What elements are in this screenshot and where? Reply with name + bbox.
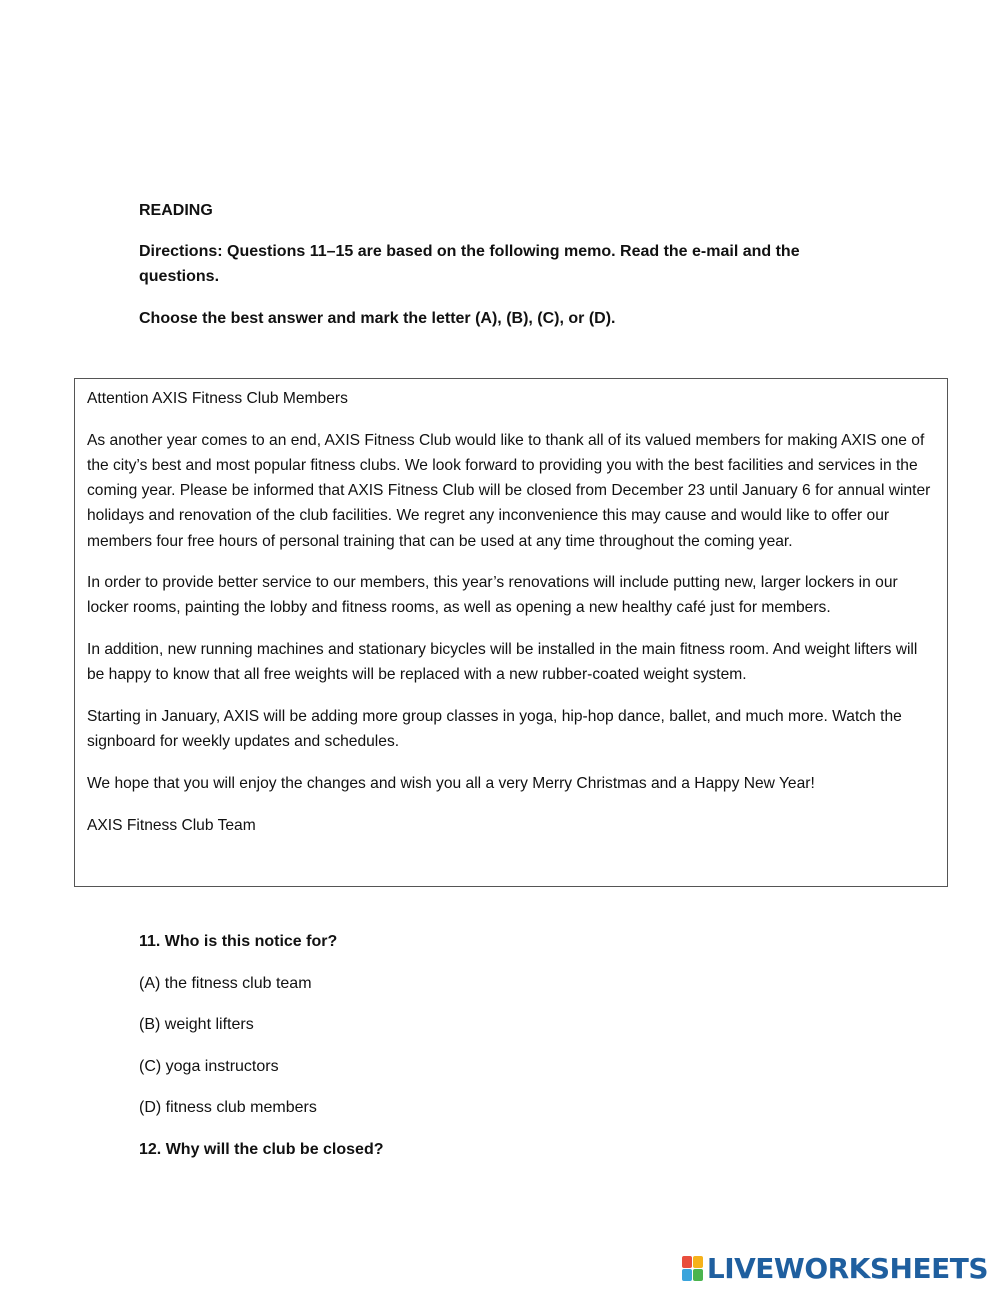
memo-paragraph: We hope that you will enjoy the changes and wish you all a very Merry Christmas and a Happy New Year! bbox=[87, 774, 815, 792]
memo-content bbox=[87, 386, 937, 854]
memo-paragraph: As another year comes to an end, AXIS Fitness Club would like to thank all of its valued members for making AXIS one of the city’s best and most popular fitness clubs. We look forward to providing you with the best facilities and services in the coming year. Please be informed that AXIS Fitness Club will be closed from December 23 until January 6 for annual winter holidays and renovation of the club facilities. We regret any inconvenience this may cause and would like to offer our members four free hours of personal training that can be used at any time throughout the coming year. bbox=[87, 431, 931, 550]
question-11-option-a[interactable]: (A) the fitness club team bbox=[139, 975, 312, 992]
question-11-option-c[interactable]: (C) yoga instructors bbox=[139, 1058, 279, 1075]
question-11-prompt: 11. Who is this notice for? bbox=[139, 933, 338, 950]
brand-name: LIVEWORKSHEETS bbox=[706, 1252, 988, 1285]
question-11-option-b[interactable]: (B) weight lifters bbox=[139, 1016, 254, 1033]
memo-title: Attention AXIS Fitness Club Members bbox=[87, 390, 348, 407]
brand-blocks-icon bbox=[682, 1256, 704, 1282]
question-11-option-d[interactable]: (D) fitness club members bbox=[139, 1099, 317, 1116]
memo-paragraph: In addition, new running machines and stationary bicycles will be installed in the main fitness room. And weight lifters will be happy to know that all free weights will be replaced with a new rubber-coated weight system. bbox=[87, 641, 918, 684]
question-12-prompt: 12. Why will the club be closed? bbox=[139, 1141, 384, 1158]
memo-box bbox=[74, 378, 948, 887]
liveworksheets-logo bbox=[682, 1253, 988, 1285]
memo-paragraph: In order to provide better service to our members, this year’s renovations will include putting new, larger lockers in our locker rooms, painting the lobby and fitness rooms, as well as opening a new healthy café just for members. bbox=[87, 574, 898, 617]
memo-paragraph: Starting in January, AXIS will be adding more group classes in yoga, hip-hop dance, ballet, and much more. Watch the signboard for weekly updates and schedules. bbox=[87, 708, 902, 751]
memo-signature: AXIS Fitness Club Team bbox=[87, 816, 256, 834]
directions-line-1: Directions: Questions 11–15 are based on the following memo. Read the e-mail and the bbox=[139, 243, 800, 260]
instruction-text: Choose the best answer and mark the letter (A), (B), (C), or (D). bbox=[139, 310, 616, 327]
directions-line-2: questions. bbox=[139, 268, 220, 285]
section-title: READING bbox=[139, 202, 213, 219]
